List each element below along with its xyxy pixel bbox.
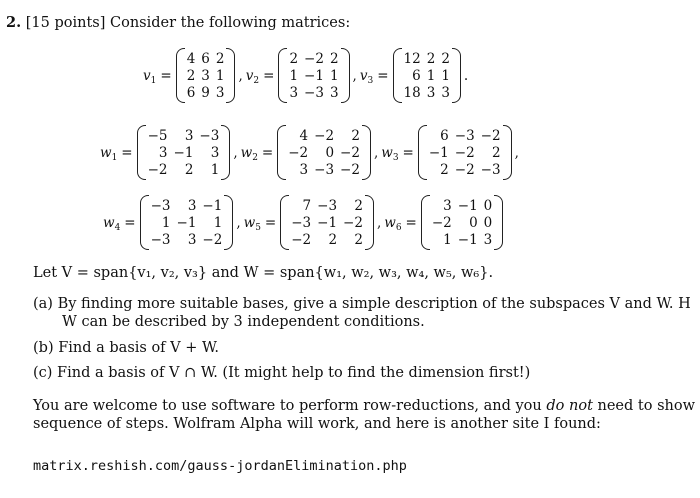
matrix-cell: 3 xyxy=(426,84,436,101)
matrix-cell: 7 xyxy=(302,197,312,214)
matrix-cell: 2 xyxy=(491,144,501,161)
matrix-cell: −2 xyxy=(431,214,452,231)
problem-intro: Consider the following matrices: xyxy=(110,15,351,31)
label-w1: $w_1$ xyxy=(100,144,118,163)
matrix-cell: 3 xyxy=(210,144,220,161)
matrix-cell: 9 xyxy=(201,84,210,101)
matrix-w4 xyxy=(140,197,234,248)
matrix-cell: 18 xyxy=(403,84,421,101)
matrix-cell: −1 xyxy=(176,214,197,231)
label-w4: $w_4$ xyxy=(103,214,121,233)
matrix-cell: 2 xyxy=(351,127,360,144)
label-v2: $v_2$ xyxy=(245,67,260,86)
matrix-cell: 4 xyxy=(186,50,196,67)
matrix-cell: 1 xyxy=(426,67,436,84)
matrix-cell: 3 xyxy=(441,84,450,101)
part-a-label: (a) xyxy=(33,296,53,312)
matrix-cell: −3 xyxy=(304,84,324,101)
matrix-cell: 3 xyxy=(289,84,299,101)
part-b xyxy=(33,339,219,357)
reference-link[interactable]: matrix.reshish.com/gauss-jordanElimination.php xyxy=(33,458,407,474)
matrix-cell: −1 xyxy=(457,231,478,248)
matrix-cell: 2 xyxy=(289,50,299,67)
matrix-cell: −3 xyxy=(150,197,171,214)
matrix-cell: −3 xyxy=(199,127,220,144)
matrix-cell: −5 xyxy=(147,127,168,144)
matrix-cell: 6 xyxy=(412,67,421,84)
part-b-label: (b) xyxy=(33,340,54,356)
software-note-1: You are welcome to use software to perform row-reductions, and you do not need to show xyxy=(33,398,695,414)
matrix-grid xyxy=(148,197,226,248)
matrix-cell: −2 xyxy=(340,144,360,161)
matrix-grid xyxy=(288,197,366,248)
matrix-cell: −3 xyxy=(291,214,312,231)
matrix-w5 xyxy=(280,197,374,248)
matrix-cell: −2 xyxy=(480,127,501,144)
label-v1: $v_1$ xyxy=(143,67,157,86)
matrix-cell: 2 xyxy=(426,50,436,67)
matrix-cell: −1 xyxy=(304,67,324,84)
matrix-w3 xyxy=(418,127,512,178)
matrix-cell: −2 xyxy=(291,231,312,248)
matrix-cell: −2 xyxy=(454,144,475,161)
matrix-cell: 6 xyxy=(186,84,196,101)
matrix-cell: −2 xyxy=(314,127,335,144)
matrix-cell: −2 xyxy=(288,144,309,161)
matrix-grid xyxy=(286,50,341,101)
matrix-cell: 3 xyxy=(184,127,194,144)
label-w2: $w_2$ xyxy=(240,144,258,163)
label-w6: $w_6$ xyxy=(384,214,402,233)
matrix-cell: −2 xyxy=(147,161,168,178)
matrix-cell: −1 xyxy=(457,197,478,214)
matrix-cell: 3 xyxy=(187,197,197,214)
matrix-cell: 2 xyxy=(354,197,363,214)
matrix-cell: 3 xyxy=(215,84,225,101)
matrix-cell: 2 xyxy=(215,50,225,67)
matrix-cell: −3 xyxy=(480,161,501,178)
matrix-row-w2: $w_4$ = −3 3 −1 1 −1 1 −3 3 −2 , $w_5$ = 7 −3 2 −3 −1 −2 −2 2 2 , $w_6$ = 3 −1 0 −2 0 0 1 −1 3 xyxy=(0,197,700,248)
matrix-cell: 3 xyxy=(201,67,210,84)
matrix-cell: 3 xyxy=(329,84,339,101)
matrix-v1 xyxy=(176,50,236,101)
matrix-row-w1: $w_1$ = −5 3 −3 3 −1 3 −2 2 1 , $w_2$ = 4 −2 2 −2 0 −2 3 −3 −2 , $w_3$ = 6 −3 −2 −1 −2 2 2 −2 −3 , xyxy=(100,127,519,178)
matrix-cell: 1 xyxy=(443,231,452,248)
matrix-cell: 3 xyxy=(187,231,197,248)
matrix-cell: 0 xyxy=(469,214,478,231)
part-a-text-1: By finding more suitable bases, give a simple description of the subspaces V and W. H xyxy=(57,296,691,312)
matrix-cell: 0 xyxy=(325,144,335,161)
matrix-cell: 3 xyxy=(158,144,168,161)
matrix-cell: 1 xyxy=(215,67,225,84)
label-w3: $w_3$ xyxy=(381,144,399,163)
matrix-grid xyxy=(145,127,223,178)
matrix-cell: 2 xyxy=(441,50,450,67)
matrix-cell: 4 xyxy=(299,127,309,144)
matrix-cell: 1 xyxy=(210,161,220,178)
matrix-cell: 1 xyxy=(329,67,339,84)
matrix-w6 xyxy=(421,197,503,248)
matrix-cell: −2 xyxy=(340,161,360,178)
matrix-cell: −1 xyxy=(317,214,338,231)
matrix-cell: −2 xyxy=(343,214,363,231)
matrix-cell: 3 xyxy=(483,231,493,248)
matrix-cell: 1 xyxy=(289,67,299,84)
matrix-cell: 2 xyxy=(354,231,363,248)
span-definition: Let V = span{v₁, v₂, v₃} and W = span{w₁, w₂, w₃, w₄, w₅, w₆}. xyxy=(33,265,494,281)
matrix-cell: −3 xyxy=(454,127,475,144)
matrix-cell: 1 xyxy=(161,214,171,231)
matrix-grid xyxy=(401,50,453,101)
matrix-cell: 3 xyxy=(299,161,309,178)
part-b-text: Find a basis of V + W. xyxy=(58,340,219,356)
label-w5: $w_5$ xyxy=(243,214,261,233)
matrix-cell: −2 xyxy=(202,231,223,248)
matrix-cell: −2 xyxy=(304,50,324,67)
matrix-cell: −2 xyxy=(454,161,475,178)
part-c-text: Find a basis of V ∩ W. (It might help to find the dimension first!) xyxy=(57,365,531,381)
matrix-cell: 2 xyxy=(184,161,194,178)
matrix-cell: −1 xyxy=(173,144,194,161)
matrix-v3 xyxy=(393,50,461,101)
matrix-grid xyxy=(184,50,228,101)
matrix-cell: −3 xyxy=(150,231,171,248)
part-c xyxy=(33,364,530,382)
matrix-cell: 1 xyxy=(441,67,450,84)
matrix-cell: 0 xyxy=(483,197,493,214)
matrix-cell: 6 xyxy=(440,127,449,144)
matrix-cell: 6 xyxy=(201,50,210,67)
emphasis-do-not: do not xyxy=(546,398,593,414)
software-note-2: sequence of steps. Wolfram Alpha will work, and here is another site I found: xyxy=(33,416,601,432)
matrix-cell: 2 xyxy=(329,50,339,67)
matrix-cell: 1 xyxy=(213,214,223,231)
matrix-cell: 12 xyxy=(403,50,421,67)
matrix-cell: −3 xyxy=(317,197,338,214)
part-c-label: (c) xyxy=(33,365,53,381)
matrix-cell: 3 xyxy=(443,197,452,214)
matrix-cell: 2 xyxy=(186,67,196,84)
matrix-grid xyxy=(285,127,363,178)
part-a xyxy=(33,295,691,313)
part-a-text-2: W can be described by 3 independent conditions. xyxy=(62,314,425,330)
label-v3: $v_3$ xyxy=(359,67,374,86)
matrix-cell: −1 xyxy=(428,144,449,161)
matrix-cell: 2 xyxy=(328,231,338,248)
problem-number: 2. xyxy=(6,14,22,31)
matrix-cell: −1 xyxy=(202,197,223,214)
matrix-v2 xyxy=(278,50,349,101)
matrix-w2 xyxy=(277,127,371,178)
problem-header xyxy=(6,14,350,32)
matrix-cell: −3 xyxy=(314,161,335,178)
matrix-cell: 0 xyxy=(483,214,493,231)
matrix-grid xyxy=(426,127,504,178)
matrix-w1 xyxy=(137,127,231,178)
matrix-grid xyxy=(429,197,495,248)
matrix-cell: 2 xyxy=(440,161,449,178)
matrix-row-v: $v_1$ = 4 6 2 2 3 1 6 9 3 , $v_2$ = 2 −2 2 1 −1 1 3 −3 3 , $v_3$ = 12 2 2 6 1 1 18 3 3 . xyxy=(143,50,469,101)
problem-points: [15 points] xyxy=(25,15,106,31)
